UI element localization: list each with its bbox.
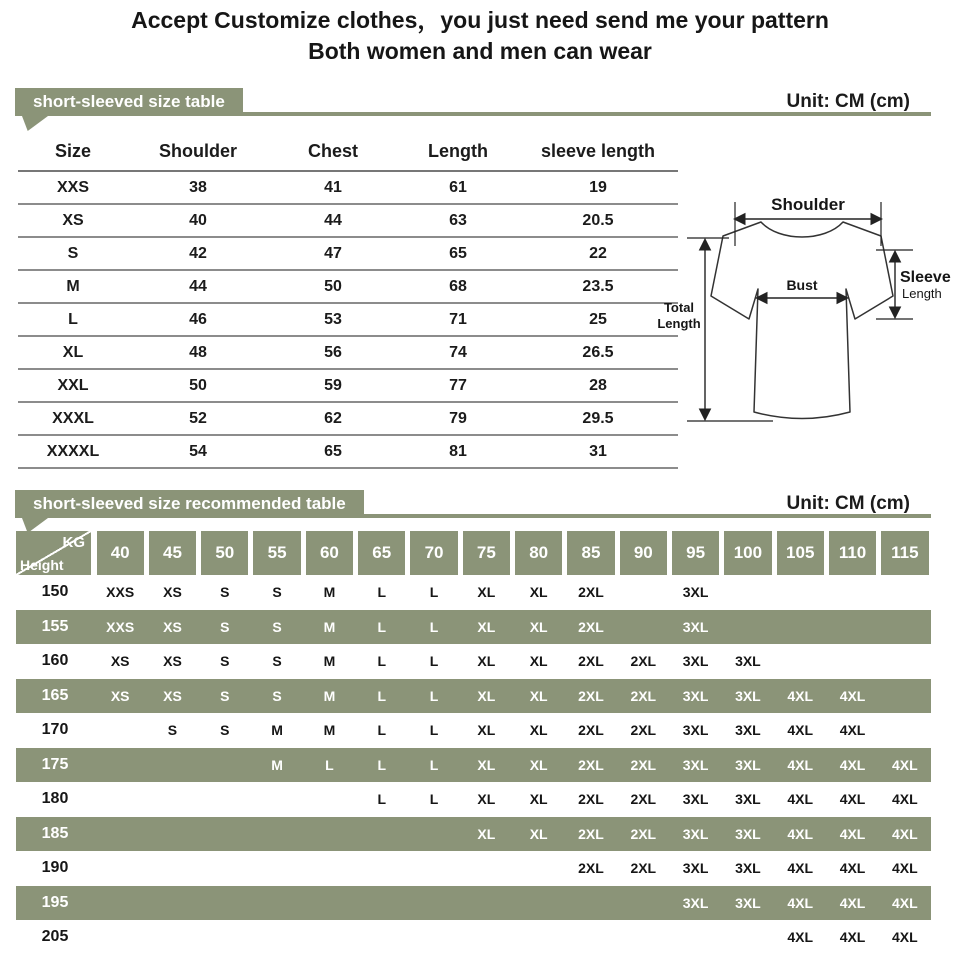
size-table-cell: 25 bbox=[518, 303, 678, 336]
size-table-cell: 81 bbox=[398, 435, 518, 468]
recommended-size-cell: XL bbox=[529, 756, 548, 773]
recommended-size-cell: 2XL bbox=[578, 860, 604, 877]
recommended-size-cell: 3XL bbox=[682, 894, 709, 911]
recommended-size-cell: 2XL bbox=[630, 653, 657, 670]
size-table-cell: XXXL bbox=[18, 402, 128, 435]
recommended-size-cell: XL bbox=[477, 756, 496, 773]
weight-header-cell bbox=[408, 531, 460, 575]
recommended-size-cell: XS bbox=[163, 653, 182, 670]
size-table-row bbox=[18, 336, 678, 369]
weight-header-cell bbox=[460, 531, 512, 575]
height-cell: 205 bbox=[41, 928, 69, 946]
weight-header-value: 110 bbox=[829, 531, 876, 575]
size-table-cell: L bbox=[18, 303, 128, 336]
size-table-cell: 23.5 bbox=[518, 270, 678, 303]
weight-header-cell bbox=[146, 531, 198, 575]
recommended-size-cell: 2XL bbox=[578, 618, 604, 635]
recommended-size-cell: 3XL bbox=[682, 860, 709, 877]
recommended-size-cell: L bbox=[429, 722, 439, 739]
recommended-size-cell: 3XL bbox=[682, 618, 709, 635]
recommended-size-cell: XL bbox=[477, 584, 496, 601]
recommended-size-cell: 4XL bbox=[787, 860, 814, 877]
size-table-cell: 50 bbox=[268, 270, 398, 303]
size-table-row bbox=[18, 369, 678, 402]
recommended-size-cell: S bbox=[220, 687, 230, 704]
recommended-table-row bbox=[16, 575, 931, 610]
recommended-size-cell: 4XL bbox=[892, 860, 918, 877]
recommended-size-cell: 2XL bbox=[630, 722, 657, 739]
recommended-size-cell: 4XL bbox=[839, 860, 866, 877]
size-table bbox=[18, 133, 678, 469]
size-table-column-header: sleeve length bbox=[518, 133, 678, 171]
size-table-cell: 50 bbox=[128, 369, 268, 402]
size-table-cell: 52 bbox=[128, 402, 268, 435]
recommended-size-cell: 2XL bbox=[578, 687, 604, 704]
recommended-size-cell: 4XL bbox=[892, 791, 918, 808]
recommended-size-cell: 3XL bbox=[735, 860, 761, 877]
size-table-cell: 71 bbox=[398, 303, 518, 336]
recommended-size-cell: L bbox=[429, 687, 439, 704]
recommended-size-cell: 2XL bbox=[578, 825, 604, 842]
recommended-table-row bbox=[16, 851, 931, 886]
size-table-cell: 26.5 bbox=[518, 336, 678, 369]
size-table-cell: 65 bbox=[398, 237, 518, 270]
recommended-size-cell: 2XL bbox=[630, 825, 657, 842]
recommended-size-cell: 2XL bbox=[578, 756, 604, 773]
recommended-size-cell: S bbox=[167, 722, 178, 739]
height-cell: 185 bbox=[41, 824, 69, 842]
recommended-size-cell: S bbox=[272, 618, 282, 635]
size-table-cell: 42 bbox=[128, 237, 268, 270]
size-table-cell: S bbox=[18, 237, 128, 270]
recommended-table-row bbox=[16, 782, 931, 817]
height-cell: 160 bbox=[41, 652, 69, 670]
recommended-size-cell: XS bbox=[163, 618, 182, 635]
recommended-size-cell: 4XL bbox=[892, 929, 918, 946]
recommended-table-section-head bbox=[0, 490, 960, 518]
recommended-size-cell: 2XL bbox=[578, 791, 604, 808]
recommended-size-cell: XL bbox=[529, 618, 548, 635]
height-cell: 195 bbox=[41, 893, 69, 911]
size-table-column-header: Size bbox=[18, 133, 128, 171]
size-table-tab: short-sleeved size table bbox=[15, 88, 243, 116]
weight-header-value: 60 bbox=[306, 531, 353, 575]
size-table-cell: 79 bbox=[398, 402, 518, 435]
weight-header-value: 50 bbox=[201, 531, 248, 575]
weight-header-value: 80 bbox=[515, 531, 562, 575]
recommended-size-cell: 4XL bbox=[787, 929, 814, 946]
size-table-cell: XS bbox=[18, 204, 128, 237]
height-cell: 155 bbox=[41, 617, 69, 635]
unit-label: Unit: CM (cm) bbox=[786, 493, 910, 514]
weight-header-cell bbox=[94, 531, 146, 575]
recommended-size-cell: 4XL bbox=[839, 687, 866, 704]
recommended-size-cell: 3XL bbox=[682, 653, 709, 670]
recommended-size-cell: 4XL bbox=[787, 756, 814, 773]
recommended-size-cell: M bbox=[323, 722, 336, 739]
size-table-column-header: Chest bbox=[268, 133, 398, 171]
recommended-size-cell: 3XL bbox=[735, 687, 761, 704]
recommended-size-cell: S bbox=[272, 687, 282, 704]
recommended-size-cell: XL bbox=[529, 653, 548, 670]
recommended-size-cell: XS bbox=[110, 653, 130, 670]
total-length-label-2: Length bbox=[657, 316, 701, 331]
height-cell: 180 bbox=[41, 790, 69, 808]
weight-header-value: 75 bbox=[463, 531, 510, 575]
recommended-table-row bbox=[16, 644, 931, 679]
recommended-size-cell: L bbox=[377, 584, 386, 601]
recommended-size-cell: S bbox=[220, 722, 230, 739]
recommended-size-cell: S bbox=[220, 653, 230, 670]
recommended-size-cell: L bbox=[377, 791, 386, 808]
size-table-section-head bbox=[0, 88, 960, 116]
recommended-size-cell: 4XL bbox=[892, 756, 918, 773]
kg-label: KG bbox=[62, 534, 85, 551]
recommended-size-cell: XL bbox=[477, 618, 496, 635]
recommended-size-cell: 4XL bbox=[839, 894, 866, 911]
recommended-size-cell: L bbox=[429, 756, 439, 773]
bust-label: Bust bbox=[786, 277, 818, 293]
size-table-cell: 38 bbox=[128, 171, 268, 204]
size-table-cell: 59 bbox=[268, 369, 398, 402]
height-cell: 150 bbox=[41, 583, 69, 601]
size-table-cell: 46 bbox=[128, 303, 268, 336]
size-table-cell: 56 bbox=[268, 336, 398, 369]
recommended-table-row bbox=[16, 748, 931, 783]
recommended-size-cell: 4XL bbox=[892, 894, 918, 911]
weight-header-value: 95 bbox=[672, 531, 719, 575]
recommended-table-rows bbox=[16, 575, 931, 955]
recommended-size-cell: 3XL bbox=[735, 653, 761, 670]
size-table-body bbox=[18, 171, 678, 468]
size-table-cell: 61 bbox=[398, 171, 518, 204]
size-table-header-row bbox=[18, 133, 678, 171]
size-table-row bbox=[18, 204, 678, 237]
title-line1: Accept Customize clothes，you just need send me your pattern bbox=[131, 7, 829, 33]
recommended-table-row bbox=[16, 886, 931, 921]
recommended-table-row bbox=[16, 679, 931, 714]
weight-header-value: 85 bbox=[567, 531, 614, 575]
size-table-column-header: Shoulder bbox=[128, 133, 268, 171]
size-table-cell: XXL bbox=[18, 369, 128, 402]
recommended-size-cell: 3XL bbox=[735, 722, 761, 739]
height-cell: 165 bbox=[41, 686, 69, 704]
recommended-table-tab: short-sleeved size recommended table bbox=[15, 490, 364, 518]
recommended-size-cell: M bbox=[323, 687, 336, 704]
recommended-table-row bbox=[16, 713, 931, 748]
recommended-size-cell: S bbox=[272, 584, 282, 601]
recommended-size-cell: XL bbox=[477, 722, 496, 739]
size-table-row bbox=[18, 237, 678, 270]
recommended-size-cell: L bbox=[429, 618, 439, 635]
height-cell: 175 bbox=[41, 755, 69, 773]
recommended-size-cell: 4XL bbox=[839, 929, 866, 946]
size-table-cell: 63 bbox=[398, 204, 518, 237]
recommended-size-cell: L bbox=[429, 584, 439, 601]
size-table-row bbox=[18, 171, 678, 204]
sleeve-length-label-2: Length bbox=[902, 286, 942, 301]
recommended-size-cell: L bbox=[377, 687, 386, 704]
weight-header-value: 100 bbox=[724, 531, 771, 575]
weight-header-value: 105 bbox=[777, 531, 824, 575]
weight-header-value: 115 bbox=[881, 531, 928, 575]
size-table-column-header: Length bbox=[398, 133, 518, 171]
recommended-size-cell: 4XL bbox=[787, 791, 814, 808]
recommended-size-cell: L bbox=[429, 653, 439, 670]
size-table-cell: 44 bbox=[128, 270, 268, 303]
recommended-table bbox=[16, 531, 931, 955]
recommended-size-cell: 2XL bbox=[578, 722, 604, 739]
weight-header-cell bbox=[617, 531, 669, 575]
page-title bbox=[0, 5, 960, 67]
total-length-label-1: Total bbox=[663, 300, 695, 315]
weight-header-cell bbox=[669, 531, 721, 575]
weight-header-value: 45 bbox=[149, 531, 196, 575]
recommended-size-cell: XL bbox=[477, 825, 496, 842]
recommended-table-row bbox=[16, 920, 931, 955]
tshirt-outline bbox=[711, 222, 893, 419]
weight-header-cell bbox=[565, 531, 617, 575]
height-cell: 190 bbox=[41, 859, 69, 877]
recommended-size-cell: 3XL bbox=[735, 791, 761, 808]
recommended-size-cell: 2XL bbox=[630, 860, 657, 877]
recommended-size-cell: XL bbox=[529, 584, 548, 601]
recommended-size-cell: M bbox=[323, 584, 336, 601]
recommended-size-cell: XS bbox=[163, 584, 182, 601]
unit-label: Unit: CM (cm) bbox=[786, 91, 910, 112]
recommended-size-cell: S bbox=[272, 653, 282, 670]
recommended-table-row bbox=[16, 817, 931, 852]
recommended-size-cell: L bbox=[377, 653, 386, 670]
recommended-size-cell: 3XL bbox=[735, 825, 761, 842]
recommended-size-cell: 4XL bbox=[787, 825, 814, 842]
recommended-size-cell: L bbox=[429, 791, 439, 808]
weight-header-cell bbox=[879, 531, 931, 575]
weight-header-cell bbox=[722, 531, 774, 575]
size-table-cell: 65 bbox=[268, 435, 398, 468]
recommended-size-cell: L bbox=[325, 756, 334, 773]
size-table-cell: 20.5 bbox=[518, 204, 678, 237]
recommended-size-cell: 3XL bbox=[735, 756, 761, 773]
weight-header-cell bbox=[356, 531, 408, 575]
weight-header-value: 65 bbox=[358, 531, 405, 575]
recommended-size-cell: L bbox=[377, 722, 386, 739]
recommended-table-row bbox=[16, 610, 931, 645]
recommended-size-cell: 2XL bbox=[630, 687, 657, 704]
weight-header-cell bbox=[774, 531, 826, 575]
recommended-size-cell: 3XL bbox=[682, 791, 709, 808]
size-table-cell: 74 bbox=[398, 336, 518, 369]
weight-header-cell bbox=[826, 531, 878, 575]
recommended-size-cell: XL bbox=[529, 825, 548, 842]
recommended-size-cell: S bbox=[220, 618, 230, 635]
size-table-cell: 44 bbox=[268, 204, 398, 237]
weight-header-value: 90 bbox=[620, 531, 667, 575]
size-table-cell: 41 bbox=[268, 171, 398, 204]
recommended-size-cell: L bbox=[377, 618, 386, 635]
size-table-row bbox=[18, 402, 678, 435]
recommended-size-cell: M bbox=[323, 653, 336, 670]
kg-height-corner-cell bbox=[16, 531, 91, 575]
size-table-cell: 22 bbox=[518, 237, 678, 270]
recommended-size-cell: M bbox=[323, 618, 336, 635]
size-table-cell: 62 bbox=[268, 402, 398, 435]
size-table-cell: 28 bbox=[518, 369, 678, 402]
size-table-cell: 31 bbox=[518, 435, 678, 468]
recommended-size-cell: XL bbox=[529, 687, 548, 704]
weight-header-cell bbox=[199, 531, 251, 575]
title-line2: Both women and men can wear bbox=[308, 38, 652, 64]
recommended-size-cell: 4XL bbox=[787, 894, 814, 911]
recommended-size-cell: XS bbox=[110, 687, 130, 704]
recommended-size-cell: XL bbox=[477, 687, 496, 704]
height-label: Height bbox=[20, 557, 64, 573]
size-table-cell: XXS bbox=[18, 171, 128, 204]
recommended-size-cell: 2XL bbox=[578, 653, 604, 670]
recommended-size-cell: XL bbox=[529, 722, 548, 739]
recommended-size-cell: 3XL bbox=[682, 756, 709, 773]
weight-header-value: 40 bbox=[97, 531, 144, 575]
recommended-size-cell: M bbox=[271, 756, 283, 773]
recommended-table-header bbox=[16, 531, 931, 575]
size-table-row bbox=[18, 435, 678, 468]
recommended-size-cell: 4XL bbox=[839, 791, 866, 808]
weight-header-value: 70 bbox=[410, 531, 457, 575]
weight-header-cell bbox=[513, 531, 565, 575]
recommended-size-cell: 2XL bbox=[630, 791, 657, 808]
size-table-cell: 54 bbox=[128, 435, 268, 468]
recommended-size-cell: XXS bbox=[106, 618, 135, 635]
weight-header-cell bbox=[303, 531, 355, 575]
size-table-cell: 29.5 bbox=[518, 402, 678, 435]
recommended-size-cell: 3XL bbox=[682, 825, 709, 842]
size-table-cell: XXXXL bbox=[18, 435, 128, 468]
recommended-size-cell: 4XL bbox=[787, 722, 814, 739]
size-table-cell: 48 bbox=[128, 336, 268, 369]
recommended-size-cell: XXS bbox=[106, 584, 135, 601]
recommended-size-cell: 4XL bbox=[892, 825, 918, 842]
weight-header-cell bbox=[251, 531, 303, 575]
size-table-cell: 53 bbox=[268, 303, 398, 336]
size-table-cell: 68 bbox=[398, 270, 518, 303]
size-table-row bbox=[18, 303, 678, 336]
recommended-size-cell: 4XL bbox=[839, 825, 866, 842]
sleeve-length-label-1: Sleeve bbox=[900, 269, 951, 286]
recommended-size-cell: 3XL bbox=[682, 584, 709, 601]
height-cell: 170 bbox=[41, 721, 69, 739]
recommended-size-cell: 4XL bbox=[839, 756, 866, 773]
recommended-size-cell: S bbox=[220, 584, 230, 601]
recommended-size-cell: 2XL bbox=[630, 756, 657, 773]
size-table-row bbox=[18, 270, 678, 303]
recommended-size-cell: 3XL bbox=[682, 722, 709, 739]
weight-header-value: 55 bbox=[253, 531, 300, 575]
recommended-size-cell: XL bbox=[477, 653, 496, 670]
recommended-size-cell: 3XL bbox=[682, 687, 709, 704]
recommended-size-cell: 2XL bbox=[578, 584, 604, 601]
tshirt-measurement-diagram bbox=[655, 192, 955, 442]
recommended-size-cell: XS bbox=[163, 687, 182, 704]
recommended-size-cell: XL bbox=[477, 791, 496, 808]
recommended-size-cell: L bbox=[377, 756, 386, 773]
size-table-cell: 77 bbox=[398, 369, 518, 402]
size-table-cell: 40 bbox=[128, 204, 268, 237]
recommended-size-cell: 3XL bbox=[735, 894, 761, 911]
size-table-cell: M bbox=[18, 270, 128, 303]
recommended-size-cell: M bbox=[271, 722, 283, 739]
size-table-cell: 19 bbox=[518, 171, 678, 204]
shoulder-label: Shoulder bbox=[771, 195, 845, 214]
recommended-size-cell: 4XL bbox=[787, 687, 814, 704]
size-table-cell: XL bbox=[18, 336, 128, 369]
recommended-size-cell: XL bbox=[529, 791, 548, 808]
tab-pointer bbox=[22, 116, 48, 131]
recommended-size-cell: 4XL bbox=[839, 722, 866, 739]
size-table-cell: 47 bbox=[268, 237, 398, 270]
